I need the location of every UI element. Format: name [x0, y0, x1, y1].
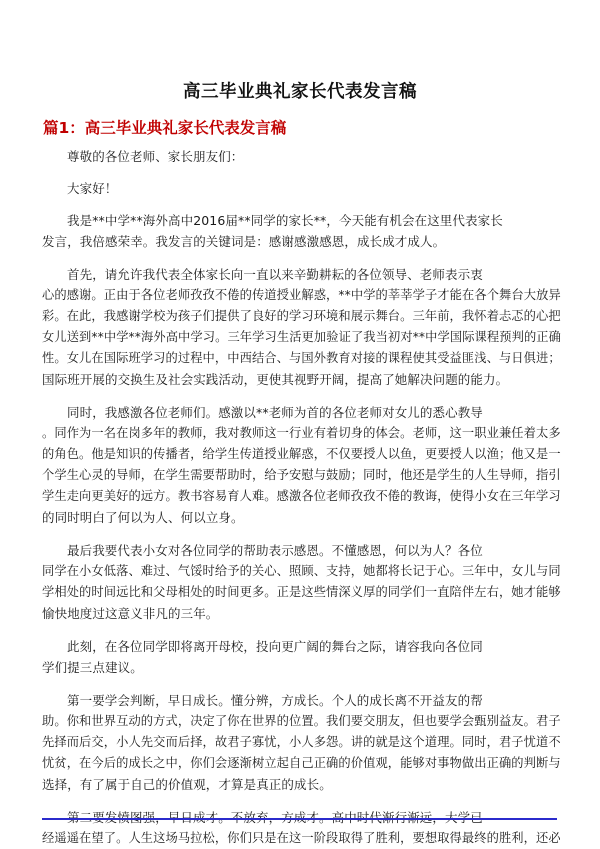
text-line: 国际班开展的交换生及社会实践活动，更使其视野开阔，提高了她解决问题的能力。 [42, 372, 509, 387]
text-line: 我是**中学**海外高中2016届**同学的家长**，今天能有机会在这里代表家长 [67, 213, 503, 228]
text-line: 彩。在此，我感谢学校为孩子们提供了良好的学习环境和展示舞台。三年前，我怀着忐忑的心把 [42, 309, 561, 323]
text-line: 经遥遥在望了。人生这场马拉松，你们只是在这一阶段取得了胜利，要想取得最终的胜利，还必 [42, 831, 561, 845]
thanks-paragraph [42, 264, 562, 390]
document-body [42, 146, 562, 849]
text-line: 先择而后交，小人先交而后择，故君子寡忧，小人多怨。讲的就是这个道理。同时，君子忧道不 [42, 735, 561, 749]
text-line: 心的感谢。正由于各位老师孜孜不倦的传道授业解惑，**中学的莘莘学子才能在各个舞台大放异 [42, 288, 561, 302]
gratitude-teachers-paragraph [42, 402, 562, 528]
text-line: 首先，请允许我代表全体家长向一直以来辛勤耕耘的各位领导、老师表示衷 [67, 267, 483, 282]
suggestion-two-paragraph [42, 807, 562, 849]
text-line: 最后我要代表小女对各位同学的帮助表示感恩。不懂感恩，何以为人？各位 [67, 543, 483, 558]
text-line: 发言，我倍感荣幸。我发言的关键词是：感谢感激感恩，成长成才成人。 [42, 234, 446, 249]
salutation-paragraph [42, 146, 562, 167]
footer-divider [42, 818, 557, 820]
text-line: 此刻，在各位同学即将离开母校，投向更广阔的舞台之际，请容我向各位同 [67, 639, 483, 654]
text-line: 学相处的时间远比和父母相处的时间更多。正是这些情深义厚的同学们一直陪伴左右，她才能够 [42, 585, 561, 599]
suggestions-intro-paragraph [42, 636, 562, 678]
text-line: 第一要学会判断，早日成长。懂分辨，方成长。个人的成长离不开益友的帮 [67, 693, 483, 708]
text-line: 愉快地度过这意义非凡的三年。 [42, 606, 219, 621]
text-line: 同学在小女低落、难过、气馁时给予的关心、照顾、支持，她都将长记于心。三年中，女儿与同 [42, 564, 561, 578]
suggestion-one-paragraph [42, 690, 562, 795]
section-heading: 篇1：高三毕业典礼家长代表发言稿 [43, 119, 287, 137]
text-line: 性。女儿在国际班学习的过程中，中西结合、与国外教育对接的课程使其受益匪浅、与日俱进； [42, 351, 561, 365]
text-line: 同时，我感激各位老师们。感激以**老师为首的各位老师对女儿的悉心教导 [67, 405, 483, 420]
document-title: 高三毕业典礼家长代表发言稿 [183, 82, 417, 102]
text-line: 的同时明白了何以为人、何以立身。 [42, 510, 244, 525]
text-line: 忧贫，在今后的成长之中，你们会逐渐树立起自己正确的价值观，能够对事物做出正确的判断与 [42, 756, 561, 770]
text-line: 个学生心灵的导师，在学生需要帮助时，给予安慰与鼓励；同时，他还是学生的人生导师，指引 [42, 468, 561, 482]
text-line: 助。你和世界互动的方式，决定了你在世界的位置。我们要交朋友，但也要学会甄别益友。君子 [42, 714, 561, 728]
text-line: 学生走向更美好的远方。教书容易育人难。感激各位老师孜孜不倦的教诲，使得小女在三年学习 [42, 489, 561, 503]
text-line: 。同作为一名在岗多年的教师，我对教师这一行业有着切身的体会。老师，这一职业兼任着太多 [42, 426, 561, 440]
text-line: 第二要发愤图强，早日成才。不放弃，方成才。高中时代渐行渐远，大学已 [67, 810, 483, 825]
text-line: 学们提三点建议。 [42, 660, 143, 675]
gratitude-classmates-paragraph [42, 540, 562, 624]
text-line: 的角色。他是知识的传播者，给学生传道授业解惑，不仅要授人以鱼，更要授人以渔；他又是一 [42, 447, 561, 461]
greeting-paragraph [42, 178, 562, 199]
text-line: 大家好！ [67, 181, 118, 196]
text-line: 选择，有了属于自己的价值观，才算是真正的成长。 [42, 777, 332, 792]
text-line: 女儿送到**中学**海外高中学习。三年学习生活更加验证了我当初对**中学国际课程预判的正确 [42, 330, 561, 344]
introduction-paragraph [42, 210, 562, 252]
text-line: 尊敬的各位老师、家长朋友们： [67, 149, 244, 164]
